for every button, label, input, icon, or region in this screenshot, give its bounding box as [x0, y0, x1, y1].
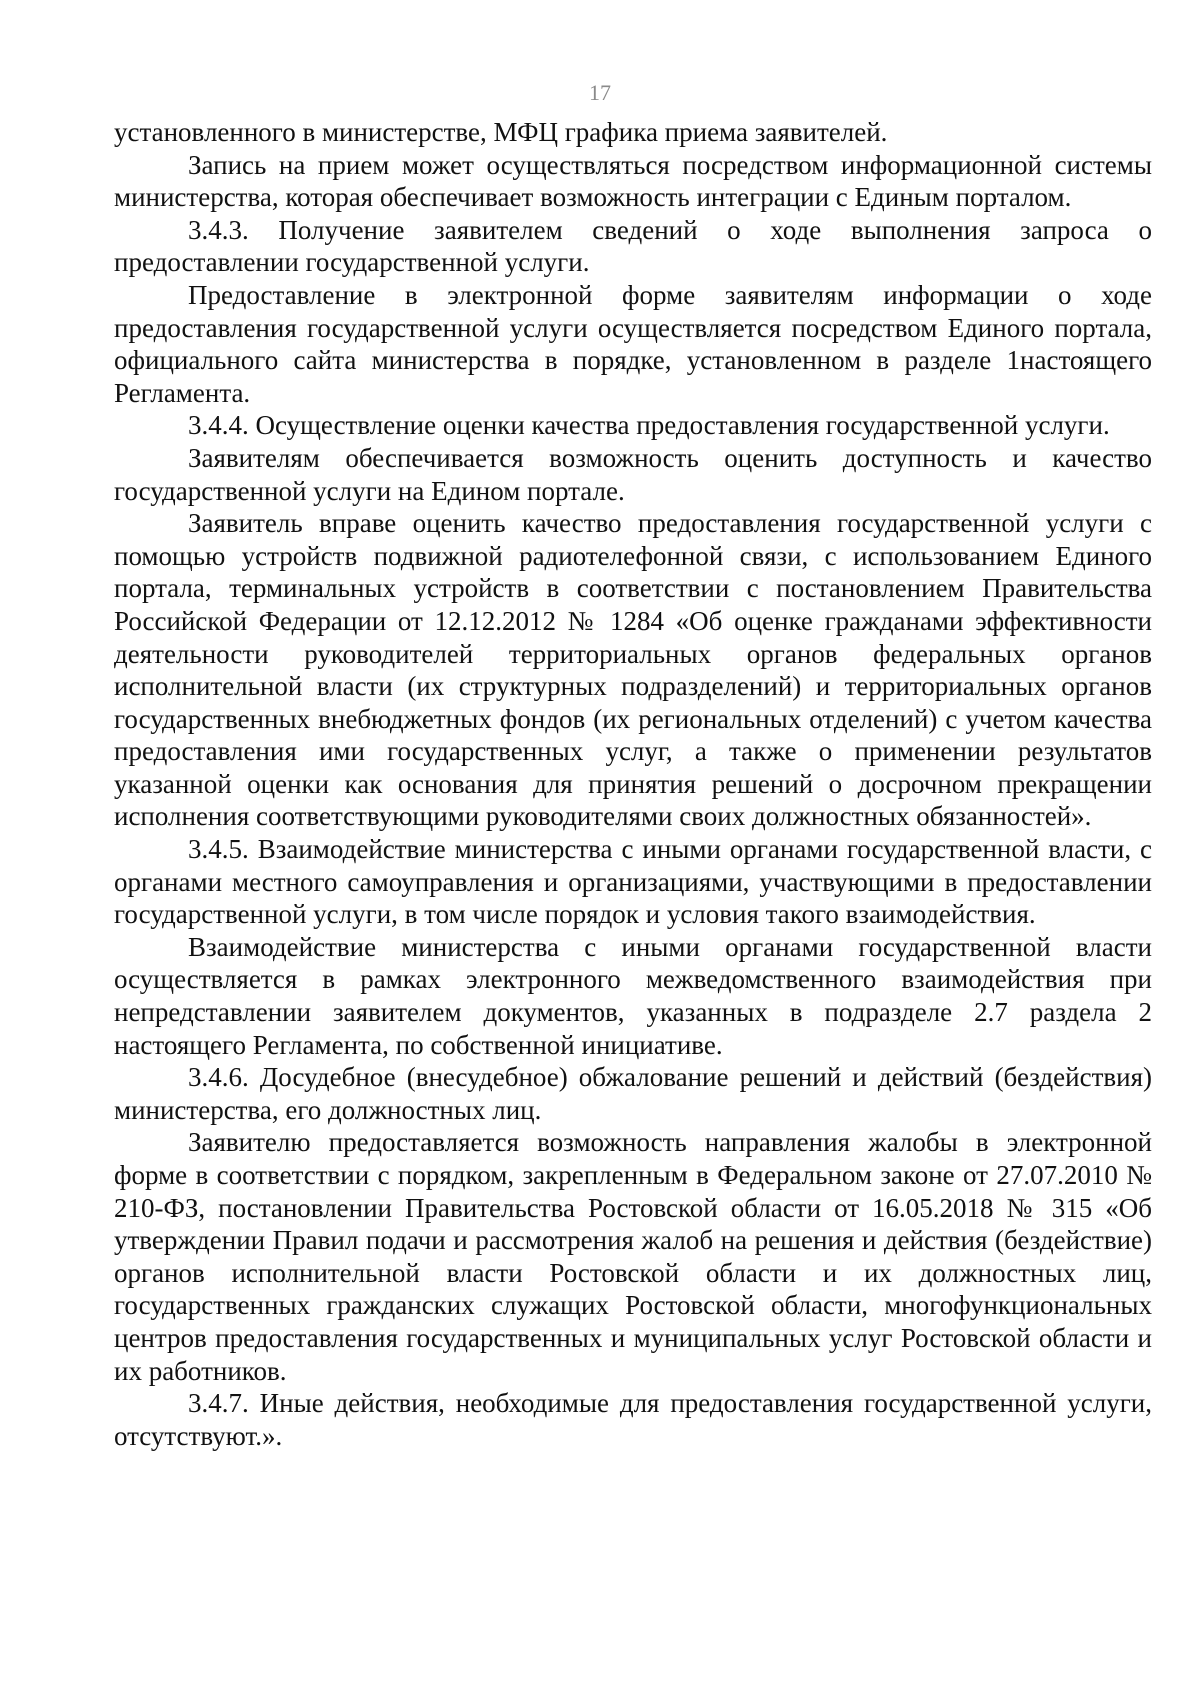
paragraph: Предоставление в электронной форме заявителям информации о ходе предоставления государственной услуги осуществляется посредством Единого портала, официального сайта министерства в порядке, установленном в разделе 1настоящего Регламента. [114, 279, 1152, 408]
section-heading-3-4-6: 3.4.6. Досудебное (внесудебное) обжалование решений и действий (бездействия) министерства, его должностных лиц. [114, 1062, 1152, 1125]
section-heading-3-4-7: 3.4.7. Иные действия, необходимые для предоставления государственной услуги, отсутствуют.». [114, 1388, 1152, 1451]
paragraph: установленного в министерстве, МФЦ графика приема заявителей. [114, 117, 888, 147]
paragraph: Взаимодействие министерства с иными органами государственной власти осуществляется в рамках электронного межведомственного взаимодействия при непредставлении заявителем документов, указанных в подразделе 2.7 раздела 2 настоящего Регламента, по собственной инициативе. [114, 931, 1152, 1060]
paragraph: Заявитель вправе оценить качество предоставления государственной услуги с помощью устройств подвижной радиотелефонной связи, с использованием Единого портала, терминальных устройств в соответствии с постановлением Правительства Российской Федерации от 12.12.2012 № 1284 «Об оценке гражданами эффективности деятельности руководителей территориальных органов федеральных органов исполнительной власти (их структурных подразделений) и территориальных органов государственных внебюджетных фондов (их региональных отделений) с учетом качества предоставления ими государственных услуг, а также о применении результатов указанной оценки как основания для принятия решений о досрочном прекращении исполнения соответствующими руководителями своих должностных обязанностей». [114, 508, 1152, 832]
paragraph: Заявителям обеспечивается возможность оценить доступность и качество государственной услуги на Едином портале. [114, 442, 1152, 506]
page-number: 17 [589, 80, 611, 105]
section-heading-3-4-3: 3.4.3. Получение заявителем сведений о ходе выполнения запроса о предоставлении государственной услуги. [114, 214, 1152, 278]
section-heading-3-4-5: 3.4.5. Взаимодействие министерства с иными органами государственной власти, с органами местного самоуправления и организациями, участвующими в предоставлении государственной услуги, в том числе порядок и условия такого взаимодействия. [114, 834, 1152, 930]
paragraph: Заявителю предоставляется возможность направления жалобы в электронной форме в соответствии с порядком, закрепленным в Федеральном законе от 27.07.2010 № 210-ФЗ, постановлении Правительства Ростовской области от 16.05.2018 № 315 «Об утверждении Правил подачи и рассмотрения жалоб на решения и действия (бездействие) органов исполнительной власти Ростовской области и их должностных лиц, государственных гражданских служащих Ростовской области, многофункциональных центров предоставления государственных и муниципальных услуг Ростовской области и их работников. [114, 1127, 1152, 1386]
document-body [114, 116, 1152, 1452]
section-heading-3-4-4: 3.4.4. Осуществление оценки качества предоставления государственной услуги. [188, 410, 1110, 441]
paragraph: Запись на прием может осуществляться посредством информационной системы министерства, которая обеспечивает возможность интеграции с Единым порталом. [114, 149, 1152, 213]
